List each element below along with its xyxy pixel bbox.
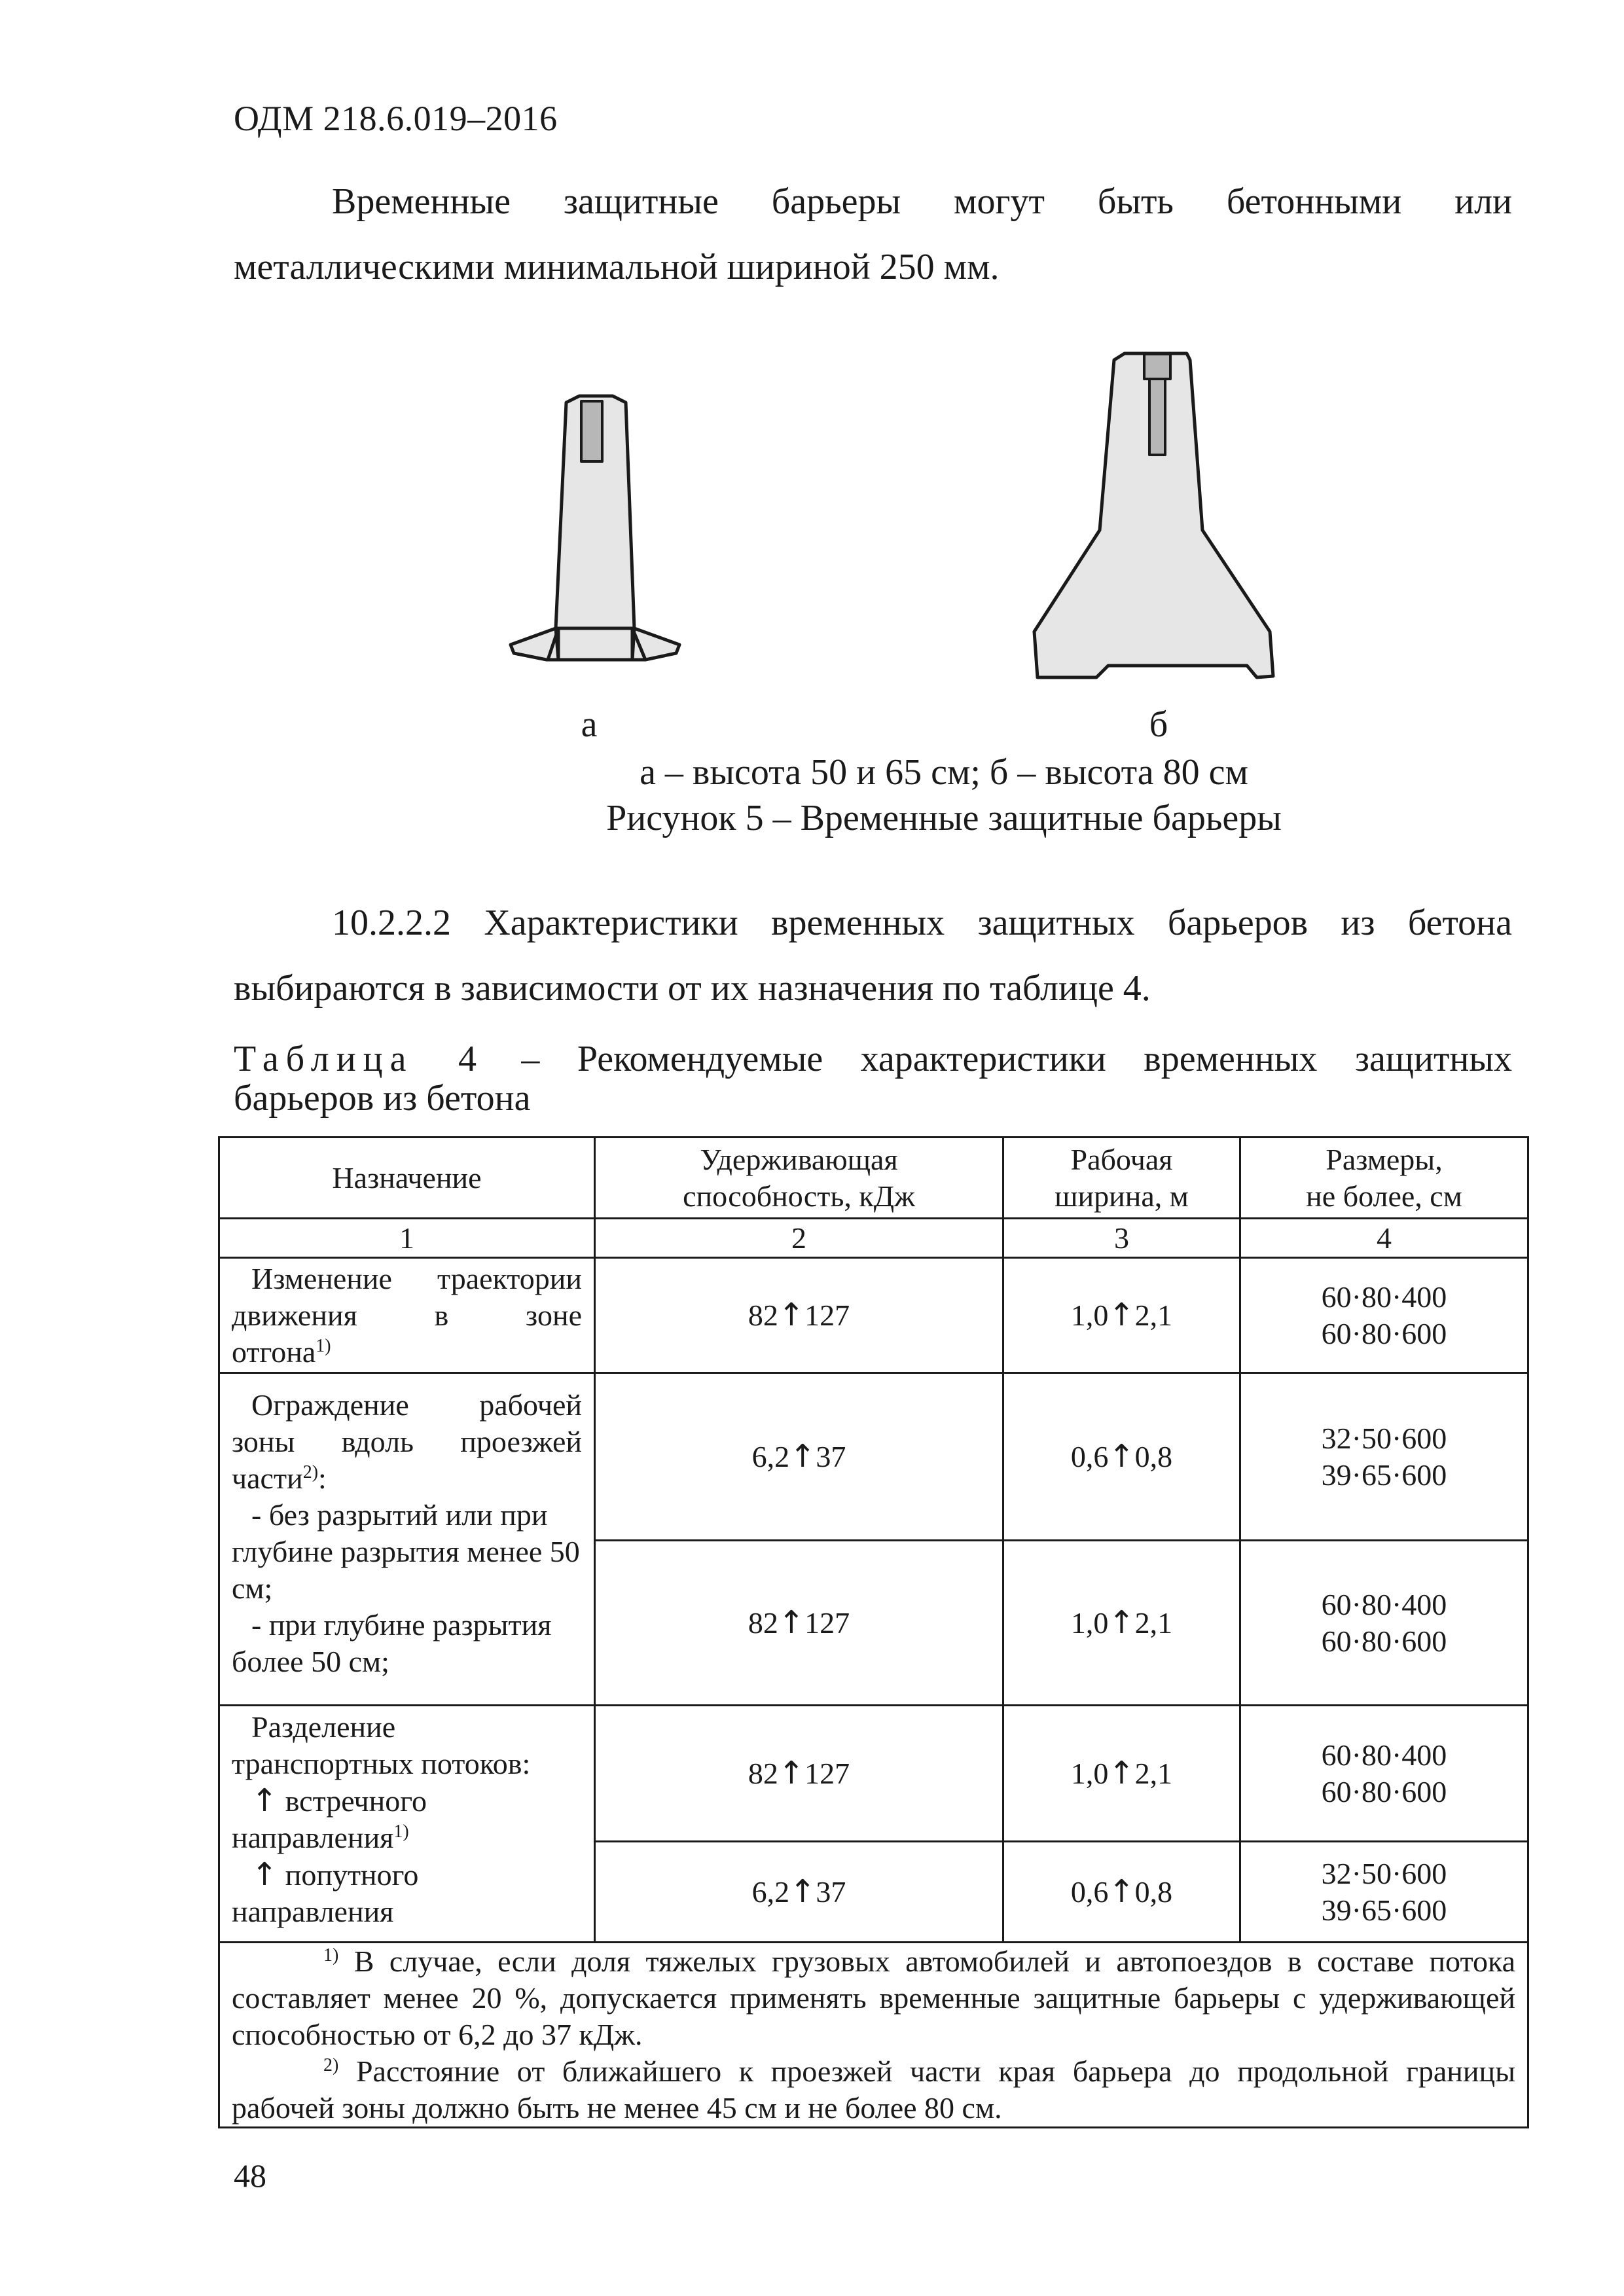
header-width-line1: Рабочая bbox=[1070, 1142, 1173, 1176]
width-min: 1,0 bbox=[1070, 1757, 1109, 1790]
header-capacity bbox=[595, 1138, 1003, 1219]
capacity-max: 127 bbox=[804, 1757, 850, 1790]
capacity-max: 127 bbox=[804, 1299, 850, 1332]
arrow-icon: ↑ bbox=[251, 1856, 278, 1893]
row2-sub2: - при глубине разрытия более 50 см; bbox=[232, 1608, 552, 1678]
table-caption-dash: – bbox=[483, 1039, 577, 1079]
col-number-2: 2 bbox=[595, 1219, 1003, 1258]
document-header: ОДМ 218.6.019–2016 bbox=[234, 99, 558, 138]
capacity-min: 6,2 bbox=[751, 1440, 790, 1473]
width-min: 1,0 bbox=[1070, 1606, 1109, 1640]
row3-sub2b: направления bbox=[232, 1895, 394, 1928]
row2-purpose-line3: части bbox=[232, 1462, 303, 1495]
width-min: 0,6 bbox=[1070, 1440, 1109, 1473]
row3b-capacity bbox=[595, 1842, 1003, 1943]
size-value: 32·50·600 bbox=[1321, 1421, 1447, 1455]
barrier-a-drawing bbox=[511, 396, 679, 660]
figure-legend: а – высота 50 и 65 см; б – высота 80 см bbox=[640, 752, 1248, 793]
range-arrow-icon: ↑ bbox=[778, 1604, 805, 1641]
paragraph-intro-line1: Временные защитные барьеры могут быть бетонными или bbox=[332, 181, 1512, 222]
capacity-min: 82 bbox=[748, 1606, 778, 1640]
width-max: 2,1 bbox=[1134, 1299, 1173, 1332]
table-title-line2: барьеров из бетона bbox=[234, 1078, 531, 1119]
row3-sub1b: направления bbox=[232, 1821, 394, 1854]
paragraph-intro-line2: металлическими минимальной шириной 250 мм. bbox=[234, 247, 1000, 287]
row2b-size bbox=[1240, 1541, 1528, 1706]
page-number: 48 bbox=[234, 2157, 266, 2194]
size-value: 60·80·600 bbox=[1321, 1624, 1447, 1658]
row3-purpose bbox=[219, 1706, 595, 1943]
width-max: 2,1 bbox=[1134, 1606, 1173, 1640]
row1-width bbox=[1003, 1258, 1240, 1373]
row3a-width bbox=[1003, 1706, 1240, 1842]
size-value: 60·80·400 bbox=[1321, 1280, 1447, 1314]
size-value: 60·80·600 bbox=[1321, 1316, 1447, 1350]
row1-purpose-line1: Изменение траектории bbox=[251, 1261, 582, 1295]
row3b-size bbox=[1240, 1842, 1528, 1943]
capacity-max: 37 bbox=[816, 1875, 846, 1909]
range-arrow-icon: ↑ bbox=[778, 1755, 805, 1791]
table-title-line1: Рекомендуемые характеристики временных защитных bbox=[577, 1039, 1513, 1079]
table-row bbox=[219, 1706, 1528, 1842]
row3-purpose-line2: транспортных потоков: bbox=[232, 1747, 531, 1780]
width-max: 2,1 bbox=[1134, 1757, 1173, 1790]
width-min: 1,0 bbox=[1070, 1299, 1109, 1332]
figure-label-b: б bbox=[1149, 704, 1168, 745]
header-purpose: Назначение bbox=[219, 1138, 595, 1219]
footnote-1-mark: 1) bbox=[323, 1945, 339, 1965]
row3a-size bbox=[1240, 1706, 1528, 1842]
table-row bbox=[219, 1258, 1528, 1373]
footnote-1-text: В случае, если доля тяжелых грузовых автомобилей и автопоездов в составе потока составляет менее 20 %, допускается применять временные защитные барьеры с удерживающей способностью от 6,2 до 37 кДж. bbox=[232, 1945, 1516, 2051]
row3-sub1: встречного bbox=[285, 1784, 427, 1818]
table-4 bbox=[218, 1136, 1529, 2128]
row1-size bbox=[1240, 1258, 1528, 1373]
footnote-ref-1: 1) bbox=[316, 1335, 331, 1356]
range-arrow-icon: ↑ bbox=[1108, 1604, 1135, 1641]
capacity-max: 127 bbox=[804, 1606, 850, 1640]
barrier-figure bbox=[484, 331, 1348, 684]
row2-purpose-line1: Ограждение рабочей bbox=[251, 1388, 582, 1422]
header-capacity-line2: способность, кДж bbox=[683, 1179, 915, 1213]
size-value: 32·50·600 bbox=[1321, 1856, 1447, 1890]
footnote-1 bbox=[232, 1943, 1515, 2053]
table-header-row bbox=[219, 1138, 1528, 1219]
size-value: 60·80·400 bbox=[1321, 1738, 1447, 1772]
capacity-min: 82 bbox=[748, 1757, 778, 1790]
table-label: Таблица 4 bbox=[234, 1039, 484, 1079]
size-value: 39·65·600 bbox=[1321, 1893, 1447, 1927]
arrow-icon: ↑ bbox=[251, 1782, 278, 1819]
row3a-capacity bbox=[595, 1706, 1003, 1842]
row3-sub2: попутного bbox=[285, 1858, 419, 1892]
header-capacity-line1: Удерживающая bbox=[700, 1142, 898, 1176]
capacity-max: 37 bbox=[816, 1440, 846, 1473]
table-notes-row bbox=[219, 1943, 1528, 2128]
row2a-capacity bbox=[595, 1373, 1003, 1541]
footnote-2-mark: 2) bbox=[323, 2055, 339, 2075]
row1-purpose-line2: движения в зоне bbox=[232, 1298, 582, 1332]
footnote-2 bbox=[232, 2053, 1515, 2126]
width-max: 0,8 bbox=[1134, 1440, 1173, 1473]
row2a-width bbox=[1003, 1373, 1240, 1541]
row2b-width bbox=[1003, 1541, 1240, 1706]
paragraph-10-2-2-2-line2: выбираются в зависимости от их назначения по таблице 4. bbox=[234, 968, 1151, 1009]
figure-caption: Рисунок 5 – Временные защитные барьеры bbox=[606, 798, 1282, 838]
range-arrow-icon: ↑ bbox=[789, 1438, 816, 1475]
range-arrow-icon: ↑ bbox=[1108, 1755, 1135, 1791]
header-width-line2: ширина, м bbox=[1055, 1179, 1189, 1213]
size-value: 39·65·600 bbox=[1321, 1458, 1447, 1492]
footnote-ref-1: 1) bbox=[393, 1821, 409, 1842]
row2b-capacity bbox=[595, 1541, 1003, 1706]
row3b-width bbox=[1003, 1842, 1240, 1943]
width-min: 0,6 bbox=[1070, 1875, 1109, 1909]
capacity-min: 6,2 bbox=[751, 1875, 790, 1909]
row2-purpose bbox=[219, 1373, 595, 1706]
row3-purpose-line1: Разделение bbox=[251, 1710, 396, 1744]
width-max: 0,8 bbox=[1134, 1875, 1173, 1909]
col-number-4: 4 bbox=[1240, 1219, 1528, 1258]
barrier-b-drawing bbox=[1034, 353, 1273, 677]
size-value: 60·80·400 bbox=[1321, 1587, 1447, 1621]
footnote-ref-2: 2) bbox=[302, 1462, 319, 1482]
figure-label-a: а bbox=[581, 704, 598, 745]
row1-purpose-line3: отгона bbox=[232, 1335, 316, 1369]
paragraph-10-2-2-2-line1: 10.2.2.2 Характеристики временных защитных барьеров из бетона bbox=[332, 903, 1512, 943]
footnote-2-text: Расстояние от ближайшего к проезжей части края барьера до продольной границы рабочей зоны должно быть не менее 45 см и не более 80 см. bbox=[232, 2054, 1515, 2125]
header-size bbox=[1240, 1138, 1528, 1219]
row2-colon: : bbox=[318, 1462, 327, 1495]
table-notes bbox=[219, 1943, 1528, 2128]
header-size-line2: не более, см bbox=[1306, 1179, 1462, 1213]
row2a-size bbox=[1240, 1373, 1528, 1541]
range-arrow-icon: ↑ bbox=[1108, 1297, 1135, 1333]
range-arrow-icon: ↑ bbox=[789, 1873, 816, 1910]
row2-sub1: - без разрытий или при глубине разрытия менее 50 см; bbox=[232, 1498, 580, 1605]
row1-capacity bbox=[595, 1258, 1003, 1373]
size-value: 60·80·600 bbox=[1321, 1774, 1447, 1808]
range-arrow-icon: ↑ bbox=[1108, 1873, 1135, 1910]
col-number-1: 1 bbox=[219, 1219, 595, 1258]
row2-purpose-line2: зоны вдоль проезжей bbox=[232, 1425, 582, 1458]
column-number-row bbox=[219, 1219, 1528, 1258]
col-number-3: 3 bbox=[1003, 1219, 1240, 1258]
header-width bbox=[1003, 1138, 1240, 1219]
row1-purpose bbox=[219, 1258, 595, 1373]
header-size-line1: Размеры, bbox=[1326, 1142, 1443, 1176]
table-row bbox=[219, 1373, 1528, 1541]
capacity-min: 82 bbox=[748, 1299, 778, 1332]
range-arrow-icon: ↑ bbox=[1108, 1438, 1135, 1475]
range-arrow-icon: ↑ bbox=[778, 1297, 805, 1333]
